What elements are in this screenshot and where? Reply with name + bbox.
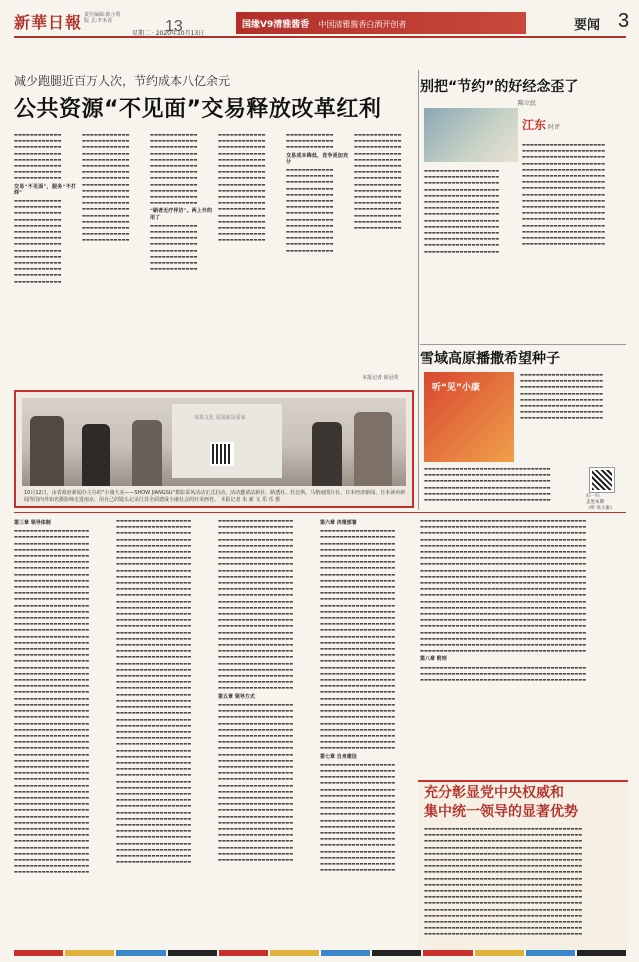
- section-number: 3: [618, 10, 630, 32]
- snow-story-badge: 听“见”小康: [432, 383, 480, 393]
- news-photo-box: [14, 390, 414, 508]
- banner-subtitle: 中国清雅酱香白酒开创者: [318, 20, 407, 29]
- editorial-body: [424, 826, 624, 946]
- snow-column-a: [520, 372, 626, 462]
- banner-title: 国缘V9清雅酱香: [242, 20, 310, 30]
- wall-text: 成果文化 爱国就是爱家: [194, 415, 246, 421]
- lead-kicker: 减少跑腿近百万人次，节约成本八亿余元: [14, 74, 231, 88]
- body-text: ▬▬▬▬▬▬▬▬▬▬▬▬ ▬▬▬▬▬▬▬▬▬▬▬▬ ▬▬▬▬▬▬▬▬▬▬▬▬ ▬▬▬▬▬▬▬▬▬▬▬▬ ▬▬▬▬▬▬▬▬▬▬▬▬ ▬▬▬▬▬▬▬▬▬▬▬▬ ▬▬▬▬▬▬▬▬▬▬▬▬ ▬▬▬▬▬▬▬▬▬▬▬▬: [150, 222, 198, 272]
- lead-headline[interactable]: 公共资源“不见面”交易释放改革红利: [14, 97, 382, 122]
- commentary-photo: [424, 108, 518, 162]
- body-text: ▬▬▬▬▬▬▬▬▬▬▬▬▬▬▬▬▬▬▬▬▬▬▬▬▬▬▬▬▬▬▬▬▬▬▬▬▬▬▬▬▬▬ ▬▬▬▬▬▬▬▬▬▬▬▬▬▬▬▬▬▬▬▬▬▬▬▬▬▬▬▬▬▬▬▬▬▬▬▬▬▬▬▬▬▬ ▬▬▬▬▬▬▬▬▬▬▬▬▬▬▬▬▬▬▬▬▬▬▬▬▬▬▬▬▬▬▬▬▬▬▬▬▬▬▬▬▬▬ ▬▬▬▬▬▬▬▬▬▬▬▬▬▬▬▬▬▬▬▬▬▬▬▬▬▬▬▬▬▬▬▬▬▬▬▬▬▬▬▬▬▬ ▬▬▬▬▬▬▬▬▬▬▬▬▬▬▬▬▬▬▬▬▬▬▬▬▬▬▬▬▬▬▬▬▬▬▬▬▬▬▬▬▬▬ ▬▬▬▬▬▬▬▬▬▬▬▬▬▬▬▬▬▬▬▬▬▬▬▬▬▬▬▬▬▬▬▬▬▬▬▬▬▬▬▬▬▬ ▬▬▬▬▬▬▬▬▬▬▬▬▬▬▬▬▬▬▬▬▬▬▬▬▬▬▬▬▬▬▬▬▬▬▬▬▬▬▬▬▬▬ ▬▬▬▬▬▬▬▬▬▬▬▬▬▬▬▬▬▬▬▬▬▬▬▬▬▬▬▬▬▬▬▬▬▬▬▬▬▬▬▬▬▬ ▬▬▬▬▬▬▬▬▬▬▬▬▬▬▬▬▬▬▬▬▬▬▬▬▬▬▬▬▬▬▬▬▬▬▬▬▬▬▬▬▬▬ ▬▬▬▬▬▬▬▬▬▬▬▬▬▬▬▬▬▬▬▬▬▬▬▬▬▬▬▬▬▬▬▬▬▬▬▬▬▬▬▬▬▬ ▬▬▬▬▬▬▬▬▬▬▬▬▬▬▬▬▬▬▬▬▬▬▬▬▬▬▬▬▬▬▬▬▬▬▬▬▬▬▬▬▬▬ ▬▬▬▬▬▬▬▬▬▬▬▬▬▬▬▬▬▬▬▬▬▬▬▬▬▬▬▬▬▬▬▬▬▬▬▬▬▬▬▬▬▬ ▬▬▬▬▬▬▬▬▬▬▬▬▬▬▬▬▬▬▬▬▬▬▬▬▬▬▬▬▬▬▬▬▬▬▬▬▬▬▬▬▬▬ ▬▬▬▬▬▬▬▬▬▬▬▬▬▬▬▬▬▬▬▬▬▬▬▬▬▬▬▬▬▬▬▬▬▬▬▬▬▬▬▬▬▬ ▬▬▬▬▬▬▬▬▬▬▬▬▬▬▬▬▬▬▬▬▬▬▬▬▬▬▬▬▬▬▬▬▬▬▬▬▬▬▬▬▬▬ ▬▬▬▬▬▬▬▬▬▬▬▬▬▬▬▬▬▬▬▬▬▬▬▬▬▬▬▬▬▬▬▬▬▬▬▬▬▬▬▬▬▬ ▬▬▬▬▬▬▬▬▬▬▬▬▬▬▬▬▬▬▬▬▬▬▬▬▬▬▬▬▬▬▬▬▬▬▬▬▬▬▬▬▬▬ ▬▬▬▬▬▬▬▬▬▬▬▬▬▬▬▬▬▬▬▬▬▬▬▬▬▬▬▬▬▬▬▬▬▬▬▬▬▬▬▬▬▬ ▬▬▬▬▬▬▬▬▬▬▬▬▬▬▬▬▬▬▬▬▬▬▬▬▬▬▬▬▬▬▬▬▬▬▬▬▬▬▬▬▬▬ ▬▬▬▬▬▬▬▬▬▬▬▬▬▬▬▬▬▬▬▬▬▬▬▬▬▬▬▬▬▬▬▬▬▬▬▬▬▬▬▬▬▬ ▬▬▬▬▬▬▬▬▬▬▬▬▬▬▬▬▬▬▬▬▬▬▬▬▬▬▬▬▬▬▬▬▬▬▬▬▬▬▬▬▬▬ ▬▬▬▬▬▬▬▬▬▬▬▬▬▬▬▬▬▬▬▬▬▬▬▬▬▬▬▬▬▬▬▬▬▬▬▬▬▬▬▬▬▬: [420, 518, 587, 654]
- commentary-column-tag: [522, 116, 560, 133]
- body-text: ▬▬▬▬▬▬▬▬▬▬▬▬ ▬▬▬▬▬▬▬▬▬▬▬▬ ▬▬▬▬▬▬▬▬▬▬▬▬ ▬▬▬▬▬▬▬▬▬▬▬▬ ▬▬▬▬▬▬▬▬▬▬▬▬ ▬▬▬▬▬▬▬▬▬▬▬▬ ▬▬▬▬▬▬▬▬▬▬▬▬ ▬▬▬▬▬▬▬▬▬▬▬▬: [14, 132, 62, 181]
- chapter-heading: 第六章 决策部署: [320, 520, 357, 526]
- lead-byline: 本报记者 徐冠英: [362, 375, 399, 381]
- section-divider: [420, 344, 626, 345]
- photographer-figure: [82, 424, 110, 486]
- newspaper-logo: 新華日報: [14, 13, 83, 32]
- body-text: ▬▬▬▬▬▬▬▬▬▬▬▬ ▬▬▬▬▬▬▬▬▬▬▬▬ ▬▬▬▬▬▬▬▬▬▬▬▬ ▬▬▬▬▬▬▬▬▬▬▬▬ ▬▬▬▬▬▬▬▬▬▬▬▬ ▬▬▬▬▬▬▬▬▬▬▬▬ ▬▬▬▬▬▬▬▬▬▬▬▬ ▬▬▬▬▬▬▬▬▬▬▬▬ ▬▬▬▬▬▬▬▬▬▬▬▬ ▬▬▬▬▬▬▬▬▬▬▬▬ ▬▬▬▬▬▬▬▬▬▬▬▬ ▬▬▬▬▬▬▬▬▬▬▬▬ ▬▬▬▬▬▬▬▬▬▬▬▬ ▬▬▬▬▬▬▬▬▬▬▬▬ ▬▬▬▬▬▬▬▬▬▬▬▬ ▬▬▬▬▬▬▬▬▬▬▬▬ ▬▬▬▬▬▬▬▬▬▬▬▬ ▬▬▬▬▬▬▬▬▬▬▬▬: [82, 132, 130, 243]
- lead-column-6: [354, 132, 414, 372]
- body-text: ▬▬▬▬▬▬▬▬▬▬▬▬▬▬▬▬▬▬▬ ▬▬▬▬▬▬▬▬▬▬▬▬▬▬▬▬▬▬▬ ▬▬▬▬▬▬▬▬▬▬▬▬▬▬▬▬▬▬▬ ▬▬▬▬▬▬▬▬▬▬▬▬▬▬▬▬▬▬▬ ▬▬▬▬▬▬▬▬▬▬▬▬▬▬▬▬▬▬▬ ▬▬▬▬▬▬▬▬▬▬▬▬▬▬▬▬▬▬▬ ▬▬▬▬▬▬▬▬▬▬▬▬▬▬▬▬▬▬▬ ▬▬▬▬▬▬▬▬▬▬▬▬▬▬▬▬▬▬▬ ▬▬▬▬▬▬▬▬▬▬▬▬▬▬▬▬▬▬▬ ▬▬▬▬▬▬▬▬▬▬▬▬▬▬▬▬▬▬▬ ▬▬▬▬▬▬▬▬▬▬▬▬▬▬▬▬▬▬▬ ▬▬▬▬▬▬▬▬▬▬▬▬▬▬▬▬▬▬▬ ▬▬▬▬▬▬▬▬▬▬▬▬▬▬▬▬▬▬▬ ▬▬▬▬▬▬▬▬▬▬▬▬▬▬▬▬▬▬▬ ▬▬▬▬▬▬▬▬▬▬▬▬▬▬▬▬▬▬▬ ▬▬▬▬▬▬▬▬▬▬▬▬▬▬▬▬▬▬▬ ▬▬▬▬▬▬▬▬▬▬▬▬▬▬▬▬▬▬▬ ▬▬▬▬▬▬▬▬▬▬▬▬▬▬▬▬▬▬▬ ▬▬▬▬▬▬▬▬▬▬▬▬▬▬▬▬▬▬▬ ▬▬▬▬▬▬▬▬▬▬▬▬▬▬▬▬▬▬▬ ▬▬▬▬▬▬▬▬▬▬▬▬▬▬▬▬▬▬▬ ▬▬▬▬▬▬▬▬▬▬▬▬▬▬▬▬▬▬▬ ▬▬▬▬▬▬▬▬▬▬▬▬▬▬▬▬▬▬▬ ▬▬▬▬▬▬▬▬▬▬▬▬▬▬▬▬▬▬▬ ▬▬▬▬▬▬▬▬▬▬▬▬▬▬▬▬▬▬▬ ▬▬▬▬▬▬▬▬▬▬▬▬▬▬▬▬▬▬▬ ▬▬▬▬▬▬▬▬▬▬▬▬▬▬▬▬▬▬▬ ▬▬▬▬▬▬▬▬▬▬▬▬▬▬▬▬▬▬▬: [218, 518, 294, 691]
- body-text: ▬▬▬▬▬▬▬▬▬▬▬▬▬▬▬▬▬▬▬ ▬▬▬▬▬▬▬▬▬▬▬▬▬▬▬▬▬▬▬ ▬▬▬▬▬▬▬▬▬▬▬▬▬▬▬▬▬▬▬ ▬▬▬▬▬▬▬▬▬▬▬▬▬▬▬▬▬▬▬ ▬▬▬▬▬▬▬▬▬▬▬▬▬▬▬▬▬▬▬ ▬▬▬▬▬▬▬▬▬▬▬▬▬▬▬▬▬▬▬ ▬▬▬▬▬▬▬▬▬▬▬▬▬▬▬▬▬▬▬ ▬▬▬▬▬▬▬▬▬▬▬▬▬▬▬▬▬▬▬ ▬▬▬▬▬▬▬▬▬▬▬▬▬▬▬▬▬▬▬ ▬▬▬▬▬▬▬▬▬▬▬▬▬▬▬▬▬▬▬ ▬▬▬▬▬▬▬▬▬▬▬▬▬▬▬▬▬▬▬ ▬▬▬▬▬▬▬▬▬▬▬▬▬▬▬▬▬▬▬ ▬▬▬▬▬▬▬▬▬▬▬▬▬▬▬▬▬▬▬ ▬▬▬▬▬▬▬▬▬▬▬▬▬▬▬▬▬▬▬: [424, 168, 500, 254]
- column-subhead: 交易成本降低，竞争更加充分: [286, 152, 348, 165]
- body-text: ▬▬▬▬▬▬▬▬▬▬▬▬▬▬▬▬▬▬▬▬▬▬▬▬▬▬▬▬▬▬▬▬▬▬▬▬▬▬▬▬▬▬ ▬▬▬▬▬▬▬▬▬▬▬▬▬▬▬▬▬▬▬▬▬▬▬▬▬▬▬▬▬▬▬▬▬▬▬▬▬▬▬▬▬▬ ▬▬▬▬▬▬▬▬▬▬▬▬▬▬▬▬▬▬▬▬▬▬▬▬▬▬▬▬▬▬▬▬▬▬▬▬▬▬▬▬▬▬: [420, 664, 587, 683]
- body-text: ▬▬▬▬▬▬▬▬▬▬▬▬▬▬▬▬▬▬▬ ▬▬▬▬▬▬▬▬▬▬▬▬▬▬▬▬▬▬▬ ▬▬▬▬▬▬▬▬▬▬▬▬▬▬▬▬▬▬▬ ▬▬▬▬▬▬▬▬▬▬▬▬▬▬▬▬▬▬▬ ▬▬▬▬▬▬▬▬▬▬▬▬▬▬▬▬▬▬▬ ▬▬▬▬▬▬▬▬▬▬▬▬▬▬▬▬▬▬▬ ▬▬▬▬▬▬▬▬▬▬▬▬▬▬▬▬▬▬▬ ▬▬▬▬▬▬▬▬▬▬▬▬▬▬▬▬▬▬▬ ▬▬▬▬▬▬▬▬▬▬▬▬▬▬▬▬▬▬▬ ▬▬▬▬▬▬▬▬▬▬▬▬▬▬▬▬▬▬▬ ▬▬▬▬▬▬▬▬▬▬▬▬▬▬▬▬▬▬▬ ▬▬▬▬▬▬▬▬▬▬▬▬▬▬▬▬▬▬▬ ▬▬▬▬▬▬▬▬▬▬▬▬▬▬▬▬▬▬▬ ▬▬▬▬▬▬▬▬▬▬▬▬▬▬▬▬▬▬▬ ▬▬▬▬▬▬▬▬▬▬▬▬▬▬▬▬▬▬▬ ▬▬▬▬▬▬▬▬▬▬▬▬▬▬▬▬▬▬▬ ▬▬▬▬▬▬▬▬▬▬▬▬▬▬▬▬▬▬▬ ▬▬▬▬▬▬▬▬▬▬▬▬▬▬▬▬▬▬▬ ▬▬▬▬▬▬▬▬▬▬▬▬▬▬▬▬▬▬▬ ▬▬▬▬▬▬▬▬▬▬▬▬▬▬▬▬▬▬▬ ▬▬▬▬▬▬▬▬▬▬▬▬▬▬▬▬▬▬▬ ▬▬▬▬▬▬▬▬▬▬▬▬▬▬▬▬▬▬▬ ▬▬▬▬▬▬▬▬▬▬▬▬▬▬▬▬▬▬▬ ▬▬▬▬▬▬▬▬▬▬▬▬▬▬▬▬▬▬▬ ▬▬▬▬▬▬▬▬▬▬▬▬▬▬▬▬▬▬▬ ▬▬▬▬▬▬▬▬▬▬▬▬▬▬▬▬▬▬▬ ▬▬▬▬▬▬▬▬▬▬▬▬▬▬▬▬▬▬▬ ▬▬▬▬▬▬▬▬▬▬▬▬▬▬▬▬▬▬▬ ▬▬▬▬▬▬▬▬▬▬▬▬▬▬▬▬▬▬▬ ▬▬▬▬▬▬▬▬▬▬▬▬▬▬▬▬▬▬▬ ▬▬▬▬▬▬▬▬▬▬▬▬▬▬▬▬▬▬▬ ▬▬▬▬▬▬▬▬▬▬▬▬▬▬▬▬▬▬▬ ▬▬▬▬▬▬▬▬▬▬▬▬▬▬▬▬▬▬▬ ▬▬▬▬▬▬▬▬▬▬▬▬▬▬▬▬▬▬▬ ▬▬▬▬▬▬▬▬▬▬▬▬▬▬▬▬▬▬▬ ▬▬▬▬▬▬▬▬▬▬▬▬▬▬▬▬▬▬▬ ▬▬▬▬▬▬▬▬▬▬▬▬▬▬▬▬▬▬▬ ▬▬▬▬▬▬▬▬▬▬▬▬▬▬▬▬▬▬▬ ▬▬▬▬▬▬▬▬▬▬▬▬▬▬▬▬▬▬▬ ▬▬▬▬▬▬▬▬▬▬▬▬▬▬▬▬▬▬▬ ▬▬▬▬▬▬▬▬▬▬▬▬▬▬▬▬▬▬▬ ▬▬▬▬▬▬▬▬▬▬▬▬▬▬▬▬▬▬▬ ▬▬▬▬▬▬▬▬▬▬▬▬▬▬▬▬▬▬▬ ▬▬▬▬▬▬▬▬▬▬▬▬▬▬▬▬▬▬▬ ▬▬▬▬▬▬▬▬▬▬▬▬▬▬▬▬▬▬▬ ▬▬▬▬▬▬▬▬▬▬▬▬▬▬▬▬▬▬▬ ▬▬▬▬▬▬▬▬▬▬▬▬▬▬▬▬▬▬▬ ▬▬▬▬▬▬▬▬▬▬▬▬▬▬▬▬▬▬▬ ▬▬▬▬▬▬▬▬▬▬▬▬▬▬▬▬▬▬▬ ▬▬▬▬▬▬▬▬▬▬▬▬▬▬▬▬▬▬▬ ▬▬▬▬▬▬▬▬▬▬▬▬▬▬▬▬▬▬▬ ▬▬▬▬▬▬▬▬▬▬▬▬▬▬▬▬▬▬▬ ▬▬▬▬▬▬▬▬▬▬▬▬▬▬▬▬▬▬▬ ▬▬▬▬▬▬▬▬▬▬▬▬▬▬▬▬▬▬▬ ▬▬▬▬▬▬▬▬▬▬▬▬▬▬▬▬▬▬▬ ▬▬▬▬▬▬▬▬▬▬▬▬▬▬▬▬▬▬▬: [116, 518, 192, 865]
- issue-date: 星期二 · 2020年10月13日: [132, 30, 205, 37]
- lead-column-5: [286, 132, 348, 382]
- section-name: 要闻: [574, 18, 601, 33]
- body-text: ▬▬▬▬▬▬▬▬▬▬▬▬ ▬▬▬▬▬▬▬▬▬▬▬▬ ▬▬▬▬▬▬▬▬▬▬▬▬: [286, 132, 334, 150]
- lead-column-2: [82, 132, 144, 382]
- news-photo[interactable]: [22, 398, 406, 486]
- qr-label-line: 走进本期: [586, 500, 604, 505]
- qr-label-line: 《听·见小康》: [586, 506, 615, 511]
- qr-code-icon[interactable]: [590, 468, 614, 492]
- photographer-figure: [312, 422, 342, 486]
- ad-banner[interactable]: [236, 12, 526, 34]
- regulation-column-4: [320, 518, 414, 946]
- regulation-column-2: [116, 518, 212, 946]
- commentary-column-a: [522, 142, 626, 342]
- editorial-headline[interactable]: [424, 784, 624, 822]
- body-text: ▬▬▬▬▬▬▬▬▬▬▬▬ ▬▬▬▬▬▬▬▬▬▬▬▬ ▬▬▬▬▬▬▬▬▬▬▬▬ ▬▬▬▬▬▬▬▬▬▬▬▬ ▬▬▬▬▬▬▬▬▬▬▬▬ ▬▬▬▬▬▬▬▬▬▬▬▬ ▬▬▬▬▬▬▬▬▬▬▬▬ ▬▬▬▬▬▬▬▬▬▬▬▬ ▬▬▬▬▬▬▬▬▬▬▬▬ ▬▬▬▬▬▬▬▬▬▬▬▬ ▬▬▬▬▬▬▬▬▬▬▬▬ ▬▬▬▬▬▬▬▬▬▬▬▬ ▬▬▬▬▬▬▬▬▬▬▬▬ ▬▬▬▬▬▬▬▬▬▬▬▬: [14, 198, 62, 284]
- chapter-heading: 第三章 领导体制: [14, 520, 51, 526]
- caption-text: 10月12日，由省政府新闻办主办的“小康大美——SHOW JIANGSU”摄影采风活动正式启动。活动邀请法新社、路透社、杜比斯、马格南图片社、日本经济新闻、日本读卖新闻等国内外知名摄影师走进南京，用自己的镜头记录江苏全面建成小康社会的壮美画卷。: [24, 490, 406, 503]
- regulation-column-3: [218, 518, 314, 946]
- chapter-heading: 第七章 自身建设: [320, 753, 357, 760]
- qr-code-icon: [210, 442, 234, 466]
- body-text: ▬▬▬▬▬▬▬▬▬▬▬▬ ▬▬▬▬▬▬▬▬▬▬▬▬ ▬▬▬▬▬▬▬▬▬▬▬▬ ▬▬▬▬▬▬▬▬▬▬▬▬ ▬▬▬▬▬▬▬▬▬▬▬▬ ▬▬▬▬▬▬▬▬▬▬▬▬ ▬▬▬▬▬▬▬▬▬▬▬▬ ▬▬▬▬▬▬▬▬▬▬▬▬ ▬▬▬▬▬▬▬▬▬▬▬▬ ▬▬▬▬▬▬▬▬▬▬▬▬ ▬▬▬▬▬▬▬▬▬▬▬▬ ▬▬▬▬▬▬▬▬▬▬▬▬ ▬▬▬▬▬▬▬▬▬▬▬▬ ▬▬▬▬▬▬▬▬▬▬▬▬ ▬▬▬▬▬▬▬▬▬▬▬▬ ▬▬▬▬▬▬▬▬▬▬▬▬ ▬▬▬▬▬▬▬▬▬▬▬▬ ▬▬▬▬▬▬▬▬▬▬▬▬: [218, 132, 266, 243]
- editor-line: 责任编辑:陈小凯: [84, 12, 121, 18]
- body-text: ▬▬▬▬▬▬▬▬▬▬▬▬▬▬▬▬▬▬▬ ▬▬▬▬▬▬▬▬▬▬▬▬▬▬▬▬▬▬▬ ▬▬▬▬▬▬▬▬▬▬▬▬▬▬▬▬▬▬▬ ▬▬▬▬▬▬▬▬▬▬▬▬▬▬▬▬▬▬▬ ▬▬▬▬▬▬▬▬▬▬▬▬▬▬▬▬▬▬▬ ▬▬▬▬▬▬▬▬▬▬▬▬▬▬▬▬▬▬▬ ▬▬▬▬▬▬▬▬▬▬▬▬▬▬▬▬▬▬▬ ▬▬▬▬▬▬▬▬▬▬▬▬▬▬▬▬▬▬▬ ▬▬▬▬▬▬▬▬▬▬▬▬▬▬▬▬▬▬▬ ▬▬▬▬▬▬▬▬▬▬▬▬▬▬▬▬▬▬▬ ▬▬▬▬▬▬▬▬▬▬▬▬▬▬▬▬▬▬▬ ▬▬▬▬▬▬▬▬▬▬▬▬▬▬▬▬▬▬▬ ▬▬▬▬▬▬▬▬▬▬▬▬▬▬▬▬▬▬▬ ▬▬▬▬▬▬▬▬▬▬▬▬▬▬▬▬▬▬▬ ▬▬▬▬▬▬▬▬▬▬▬▬▬▬▬▬▬▬▬ ▬▬▬▬▬▬▬▬▬▬▬▬▬▬▬▬▬▬▬ ▬▬▬▬▬▬▬▬▬▬▬▬▬▬▬▬▬▬▬ ▬▬▬▬▬▬▬▬▬▬▬▬▬▬▬▬▬▬▬ ▬▬▬▬▬▬▬▬▬▬▬▬▬▬▬▬▬▬▬ ▬▬▬▬▬▬▬▬▬▬▬▬▬▬▬▬▬▬▬ ▬▬▬▬▬▬▬▬▬▬▬▬▬▬▬▬▬▬▬ ▬▬▬▬▬▬▬▬▬▬▬▬▬▬▬▬▬▬▬ ▬▬▬▬▬▬▬▬▬▬▬▬▬▬▬▬▬▬▬ ▬▬▬▬▬▬▬▬▬▬▬▬▬▬▬▬▬▬▬ ▬▬▬▬▬▬▬▬▬▬▬▬▬▬▬▬▬▬▬ ▬▬▬▬▬▬▬▬▬▬▬▬▬▬▬▬▬▬▬ ▬▬▬▬▬▬▬▬▬▬▬▬▬▬▬▬▬▬▬ ▬▬▬▬▬▬▬▬▬▬▬▬▬▬▬▬▬▬▬ ▬▬▬▬▬▬▬▬▬▬▬▬▬▬▬▬▬▬▬ ▬▬▬▬▬▬▬▬▬▬▬▬▬▬▬▬▬▬▬ ▬▬▬▬▬▬▬▬▬▬▬▬▬▬▬▬▬▬▬ ▬▬▬▬▬▬▬▬▬▬▬▬▬▬▬▬▬▬▬ ▬▬▬▬▬▬▬▬▬▬▬▬▬▬▬▬▬▬▬ ▬▬▬▬▬▬▬▬▬▬▬▬▬▬▬▬▬▬▬ ▬▬▬▬▬▬▬▬▬▬▬▬▬▬▬▬▬▬▬ ▬▬▬▬▬▬▬▬▬▬▬▬▬▬▬▬▬▬▬: [320, 528, 396, 751]
- snow-story-headline[interactable]: 雪域高原播撒希望种子: [420, 351, 560, 367]
- column-tag-sub: 时评: [548, 124, 561, 131]
- layout-line: 版 式:李禾香: [84, 18, 113, 24]
- body-text: ▬▬▬▬▬▬▬▬▬▬▬▬▬▬▬▬▬▬▬ ▬▬▬▬▬▬▬▬▬▬▬▬▬▬▬▬▬▬▬ ▬▬▬▬▬▬▬▬▬▬▬▬▬▬▬▬▬▬▬ ▬▬▬▬▬▬▬▬▬▬▬▬▬▬▬▬▬▬▬ ▬▬▬▬▬▬▬▬▬▬▬▬▬▬▬▬▬▬▬ ▬▬▬▬▬▬▬▬▬▬▬▬▬▬▬▬▬▬▬ ▬▬▬▬▬▬▬▬▬▬▬▬▬▬▬▬▬▬▬ ▬▬▬▬▬▬▬▬▬▬▬▬▬▬▬▬▬▬▬ ▬▬▬▬▬▬▬▬▬▬▬▬▬▬▬▬▬▬▬ ▬▬▬▬▬▬▬▬▬▬▬▬▬▬▬▬▬▬▬ ▬▬▬▬▬▬▬▬▬▬▬▬▬▬▬▬▬▬▬ ▬▬▬▬▬▬▬▬▬▬▬▬▬▬▬▬▬▬▬ ▬▬▬▬▬▬▬▬▬▬▬▬▬▬▬▬▬▬▬ ▬▬▬▬▬▬▬▬▬▬▬▬▬▬▬▬▬▬▬ ▬▬▬▬▬▬▬▬▬▬▬▬▬▬▬▬▬▬▬ ▬▬▬▬▬▬▬▬▬▬▬▬▬▬▬▬▬▬▬ ▬▬▬▬▬▬▬▬▬▬▬▬▬▬▬▬▬▬▬ ▬▬▬▬▬▬▬▬▬▬▬▬▬▬▬▬▬▬▬: [320, 761, 396, 873]
- body-text: ▬▬▬▬▬▬▬▬▬▬▬▬▬▬▬▬▬▬▬ ▬▬▬▬▬▬▬▬▬▬▬▬▬▬▬▬▬▬▬ ▬▬▬▬▬▬▬▬▬▬▬▬▬▬▬▬▬▬▬ ▬▬▬▬▬▬▬▬▬▬▬▬▬▬▬▬▬▬▬ ▬▬▬▬▬▬▬▬▬▬▬▬▬▬▬▬▬▬▬ ▬▬▬▬▬▬▬▬▬▬▬▬▬▬▬▬▬▬▬ ▬▬▬▬▬▬▬▬▬▬▬▬▬▬▬▬▬▬▬ ▬▬▬▬▬▬▬▬▬▬▬▬▬▬▬▬▬▬▬ ▬▬▬▬▬▬▬▬▬▬▬▬▬▬▬▬▬▬▬ ▬▬▬▬▬▬▬▬▬▬▬▬▬▬▬▬▬▬▬ ▬▬▬▬▬▬▬▬▬▬▬▬▬▬▬▬▬▬▬ ▬▬▬▬▬▬▬▬▬▬▬▬▬▬▬▬▬▬▬ ▬▬▬▬▬▬▬▬▬▬▬▬▬▬▬▬▬▬▬ ▬▬▬▬▬▬▬▬▬▬▬▬▬▬▬▬▬▬▬ ▬▬▬▬▬▬▬▬▬▬▬▬▬▬▬▬▬▬▬ ▬▬▬▬▬▬▬▬▬▬▬▬▬▬▬▬▬▬▬ ▬▬▬▬▬▬▬▬▬▬▬▬▬▬▬▬▬▬▬ ▬▬▬▬▬▬▬▬▬▬▬▬▬▬▬▬▬▬▬ ▬▬▬▬▬▬▬▬▬▬▬▬▬▬▬▬▬▬▬ ▬▬▬▬▬▬▬▬▬▬▬▬▬▬▬▬▬▬▬ ▬▬▬▬▬▬▬▬▬▬▬▬▬▬▬▬▬▬▬ ▬▬▬▬▬▬▬▬▬▬▬▬▬▬▬▬▬▬▬ ▬▬▬▬▬▬▬▬▬▬▬▬▬▬▬▬▬▬▬ ▬▬▬▬▬▬▬▬▬▬▬▬▬▬▬▬▬▬▬ ▬▬▬▬▬▬▬▬▬▬▬▬▬▬▬▬▬▬▬ ▬▬▬▬▬▬▬▬▬▬▬▬▬▬▬▬▬▬▬ ▬▬▬▬▬▬▬▬▬▬▬▬▬▬▬▬▬▬▬ ▬▬▬▬▬▬▬▬▬▬▬▬▬▬▬▬▬▬▬ ▬▬▬▬▬▬▬▬▬▬▬▬▬▬▬▬▬▬▬ ▬▬▬▬▬▬▬▬▬▬▬▬▬▬▬▬▬▬▬ ▬▬▬▬▬▬▬▬▬▬▬▬▬▬▬▬▬▬▬ ▬▬▬▬▬▬▬▬▬▬▬▬▬▬▬▬▬▬▬ ▬▬▬▬▬▬▬▬▬▬▬▬▬▬▬▬▬▬▬ ▬▬▬▬▬▬▬▬▬▬▬▬▬▬▬▬▬▬▬ ▬▬▬▬▬▬▬▬▬▬▬▬▬▬▬▬▬▬▬ ▬▬▬▬▬▬▬▬▬▬▬▬▬▬▬▬▬▬▬ ▬▬▬▬▬▬▬▬▬▬▬▬▬▬▬▬▬▬▬ ▬▬▬▬▬▬▬▬▬▬▬▬▬▬▬▬▬▬▬ ▬▬▬▬▬▬▬▬▬▬▬▬▬▬▬▬▬▬▬ ▬▬▬▬▬▬▬▬▬▬▬▬▬▬▬▬▬▬▬ ▬▬▬▬▬▬▬▬▬▬▬▬▬▬▬▬▬▬▬ ▬▬▬▬▬▬▬▬▬▬▬▬▬▬▬▬▬▬▬ ▬▬▬▬▬▬▬▬▬▬▬▬▬▬▬▬▬▬▬ ▬▬▬▬▬▬▬▬▬▬▬▬▬▬▬▬▬▬▬ ▬▬▬▬▬▬▬▬▬▬▬▬▬▬▬▬▬▬▬ ▬▬▬▬▬▬▬▬▬▬▬▬▬▬▬▬▬▬▬ ▬▬▬▬▬▬▬▬▬▬▬▬▬▬▬▬▬▬▬ ▬▬▬▬▬▬▬▬▬▬▬▬▬▬▬▬▬▬▬ ▬▬▬▬▬▬▬▬▬▬▬▬▬▬▬▬▬▬▬ ▬▬▬▬▬▬▬▬▬▬▬▬▬▬▬▬▬▬▬ ▬▬▬▬▬▬▬▬▬▬▬▬▬▬▬▬▬▬▬ ▬▬▬▬▬▬▬▬▬▬▬▬▬▬▬▬▬▬▬ ▬▬▬▬▬▬▬▬▬▬▬▬▬▬▬▬▬▬▬ ▬▬▬▬▬▬▬▬▬▬▬▬▬▬▬▬▬▬▬ ▬▬▬▬▬▬▬▬▬▬▬▬▬▬▬▬▬▬▬ ▬▬▬▬▬▬▬▬▬▬▬▬▬▬▬▬▬▬▬: [14, 528, 90, 875]
- masthead: [14, 8, 630, 38]
- photographer-figure: [354, 412, 392, 486]
- column-subhead: 交易“不见面”，服务“不打烊”: [14, 183, 76, 196]
- body-text: ▬▬▬▬▬▬▬▬▬▬▬▬ ▬▬▬▬▬▬▬▬▬▬▬▬ ▬▬▬▬▬▬▬▬▬▬▬▬ ▬▬▬▬▬▬▬▬▬▬▬▬ ▬▬▬▬▬▬▬▬▬▬▬▬ ▬▬▬▬▬▬▬▬▬▬▬▬ ▬▬▬▬▬▬▬▬▬▬▬▬ ▬▬▬▬▬▬▬▬▬▬▬▬ ▬▬▬▬▬▬▬▬▬▬▬▬ ▬▬▬▬▬▬▬▬▬▬▬▬ ▬▬▬▬▬▬▬▬▬▬▬▬ ▬▬▬▬▬▬▬▬▬▬▬▬: [150, 132, 198, 206]
- photographer-figure: [132, 420, 162, 486]
- body-text: ▬▬▬▬▬▬▬▬▬▬▬▬▬▬▬▬▬▬▬▬▬▬▬▬▬▬▬▬▬▬▬▬ ▬▬▬▬▬▬▬▬▬▬▬▬▬▬▬▬▬▬▬▬▬▬▬▬▬▬▬▬▬▬▬▬ ▬▬▬▬▬▬▬▬▬▬▬▬▬▬▬▬▬▬▬▬▬▬▬▬▬▬▬▬▬▬▬▬ ▬▬▬▬▬▬▬▬▬▬▬▬▬▬▬▬▬▬▬▬▬▬▬▬▬▬▬▬▬▬▬▬ ▬▬▬▬▬▬▬▬▬▬▬▬▬▬▬▬▬▬▬▬▬▬▬▬▬▬▬▬▬▬▬▬ ▬▬▬▬▬▬▬▬▬▬▬▬▬▬▬▬▬▬▬▬▬▬▬▬▬▬▬▬▬▬▬▬: [424, 466, 551, 503]
- commentary-author: 陈立民: [518, 100, 537, 107]
- chapter-heading: 第八章 附则: [420, 656, 447, 663]
- section-divider: [14, 512, 626, 513]
- lead-column-1: [14, 132, 76, 382]
- column-tag-main: 江东: [522, 118, 547, 132]
- editorial-headline-line: 集中统一领导的显著优势: [424, 804, 578, 820]
- regulation-column-5: [420, 518, 626, 774]
- caption-credit: 本报记者 朱 新 文 乐 乐 摄: [220, 496, 281, 503]
- commentary-headline[interactable]: 别把“节约”的好经念歪了: [420, 79, 579, 95]
- qr-code-label: [586, 494, 614, 512]
- body-text: ▬▬▬▬▬▬▬▬▬▬▬▬▬▬▬▬▬▬▬▬▬▬▬▬▬▬▬▬▬▬▬▬▬▬▬▬▬▬▬▬ ▬▬▬▬▬▬▬▬▬▬▬▬▬▬▬▬▬▬▬▬▬▬▬▬▬▬▬▬▬▬▬▬▬▬▬▬▬▬▬▬ ▬▬▬▬▬▬▬▬▬▬▬▬▬▬▬▬▬▬▬▬▬▬▬▬▬▬▬▬▬▬▬▬▬▬▬▬▬▬▬▬ ▬▬▬▬▬▬▬▬▬▬▬▬▬▬▬▬▬▬▬▬▬▬▬▬▬▬▬▬▬▬▬▬▬▬▬▬▬▬▬▬ ▬▬▬▬▬▬▬▬▬▬▬▬▬▬▬▬▬▬▬▬▬▬▬▬▬▬▬▬▬▬▬▬▬▬▬▬▬▬▬▬ ▬▬▬▬▬▬▬▬▬▬▬▬▬▬▬▬▬▬▬▬▬▬▬▬▬▬▬▬▬▬▬▬▬▬▬▬▬▬▬▬ ▬▬▬▬▬▬▬▬▬▬▬▬▬▬▬▬▬▬▬▬▬▬▬▬▬▬▬▬▬▬▬▬▬▬▬▬▬▬▬▬ ▬▬▬▬▬▬▬▬▬▬▬▬▬▬▬▬▬▬▬▬▬▬▬▬▬▬▬▬▬▬▬▬▬▬▬▬▬▬▬▬ ▬▬▬▬▬▬▬▬▬▬▬▬▬▬▬▬▬▬▬▬▬▬▬▬▬▬▬▬▬▬▬▬▬▬▬▬▬▬▬▬ ▬▬▬▬▬▬▬▬▬▬▬▬▬▬▬▬▬▬▬▬▬▬▬▬▬▬▬▬▬▬▬▬▬▬▬▬▬▬▬▬ ▬▬▬▬▬▬▬▬▬▬▬▬▬▬▬▬▬▬▬▬▬▬▬▬▬▬▬▬▬▬▬▬▬▬▬▬▬▬▬▬ ▬▬▬▬▬▬▬▬▬▬▬▬▬▬▬▬▬▬▬▬▬▬▬▬▬▬▬▬▬▬▬▬▬▬▬▬▬▬▬▬ ▬▬▬▬▬▬▬▬▬▬▬▬▬▬▬▬▬▬▬▬▬▬▬▬▬▬▬▬▬▬▬▬▬▬▬▬▬▬▬▬ ▬▬▬▬▬▬▬▬▬▬▬▬▬▬▬▬▬▬▬▬▬▬▬▬▬▬▬▬▬▬▬▬▬▬▬▬▬▬▬▬ ▬▬▬▬▬▬▬▬▬▬▬▬▬▬▬▬▬▬▬▬▬▬▬▬▬▬▬▬▬▬▬▬▬▬▬▬▬▬▬▬ ▬▬▬▬▬▬▬▬▬▬▬▬▬▬▬▬▬▬▬▬▬▬▬▬▬▬▬▬▬▬▬▬▬▬▬▬▬▬▬▬ ▬▬▬▬▬▬▬▬▬▬▬▬▬▬▬▬▬▬▬▬▬▬▬▬▬▬▬▬▬▬▬▬▬▬▬▬▬▬▬▬ ▬▬▬▬▬▬▬▬▬▬▬▬▬▬▬▬▬▬▬▬▬▬▬▬▬▬▬▬▬▬▬▬▬▬▬▬▬▬▬▬: [424, 826, 583, 937]
- chapter-heading: 第五章 领导方式: [218, 693, 255, 700]
- editor-meta: [84, 12, 121, 24]
- column-divider: [418, 70, 419, 510]
- body-text: ▬▬▬▬▬▬▬▬▬▬▬▬ ▬▬▬▬▬▬▬▬▬▬▬▬ ▬▬▬▬▬▬▬▬▬▬▬▬ ▬▬▬▬▬▬▬▬▬▬▬▬ ▬▬▬▬▬▬▬▬▬▬▬▬ ▬▬▬▬▬▬▬▬▬▬▬▬ ▬▬▬▬▬▬▬▬▬▬▬▬ ▬▬▬▬▬▬▬▬▬▬▬▬ ▬▬▬▬▬▬▬▬▬▬▬▬ ▬▬▬▬▬▬▬▬▬▬▬▬ ▬▬▬▬▬▬▬▬▬▬▬▬ ▬▬▬▬▬▬▬▬▬▬▬▬ ▬▬▬▬▬▬▬▬▬▬▬▬ ▬▬▬▬▬▬▬▬▬▬▬▬ ▬▬▬▬▬▬▬▬▬▬▬▬ ▬▬▬▬▬▬▬▬▬▬▬▬: [354, 132, 402, 231]
- snow-column-b: [424, 466, 580, 512]
- lead-column-4: [218, 132, 280, 382]
- qr-label-line: 扫一扫: [586, 494, 600, 499]
- lead-column-3: [150, 132, 212, 382]
- photographer-figure: [30, 416, 64, 486]
- page-number: 13: [165, 18, 183, 35]
- print-color-strip: [14, 950, 626, 956]
- commentary-column-b: [424, 168, 518, 342]
- regulation-column-1: [14, 518, 110, 946]
- body-text: ▬▬▬▬▬▬▬▬▬▬▬▬▬▬▬▬▬▬▬ ▬▬▬▬▬▬▬▬▬▬▬▬▬▬▬▬▬▬▬ ▬▬▬▬▬▬▬▬▬▬▬▬▬▬▬▬▬▬▬ ▬▬▬▬▬▬▬▬▬▬▬▬▬▬▬▬▬▬▬ ▬▬▬▬▬▬▬▬▬▬▬▬▬▬▬▬▬▬▬ ▬▬▬▬▬▬▬▬▬▬▬▬▬▬▬▬▬▬▬ ▬▬▬▬▬▬▬▬▬▬▬▬▬▬▬▬▬▬▬ ▬▬▬▬▬▬▬▬▬▬▬▬▬▬▬▬▬▬▬ ▬▬▬▬▬▬▬▬▬▬▬▬▬▬▬▬▬▬▬ ▬▬▬▬▬▬▬▬▬▬▬▬▬▬▬▬▬▬▬ ▬▬▬▬▬▬▬▬▬▬▬▬▬▬▬▬▬▬▬ ▬▬▬▬▬▬▬▬▬▬▬▬▬▬▬▬▬▬▬ ▬▬▬▬▬▬▬▬▬▬▬▬▬▬▬▬▬▬▬ ▬▬▬▬▬▬▬▬▬▬▬▬▬▬▬▬▬▬▬ ▬▬▬▬▬▬▬▬▬▬▬▬▬▬▬▬▬▬▬ ▬▬▬▬▬▬▬▬▬▬▬▬▬▬▬▬▬▬▬ ▬▬▬▬▬▬▬▬▬▬▬▬▬▬▬▬▬▬▬ ▬▬▬▬▬▬▬▬▬▬▬▬▬▬▬▬▬▬▬ ▬▬▬▬▬▬▬▬▬▬▬▬▬▬▬▬▬▬▬ ▬▬▬▬▬▬▬▬▬▬▬▬▬▬▬▬▬▬▬ ▬▬▬▬▬▬▬▬▬▬▬▬▬▬▬▬▬▬▬ ▬▬▬▬▬▬▬▬▬▬▬▬▬▬▬▬▬▬▬ ▬▬▬▬▬▬▬▬▬▬▬▬▬▬▬▬▬▬▬ ▬▬▬▬▬▬▬▬▬▬▬▬▬▬▬▬▬▬▬ ▬▬▬▬▬▬▬▬▬▬▬▬▬▬▬▬▬▬▬ ▬▬▬▬▬▬▬▬▬▬▬▬▬▬▬▬▬▬▬: [218, 701, 294, 862]
- body-text: ▬▬▬▬▬▬▬▬▬▬▬▬▬▬▬▬▬▬▬▬▬ ▬▬▬▬▬▬▬▬▬▬▬▬▬▬▬▬▬▬▬▬▬ ▬▬▬▬▬▬▬▬▬▬▬▬▬▬▬▬▬▬▬▬▬ ▬▬▬▬▬▬▬▬▬▬▬▬▬▬▬▬▬▬▬▬▬ ▬▬▬▬▬▬▬▬▬▬▬▬▬▬▬▬▬▬▬▬▬ ▬▬▬▬▬▬▬▬▬▬▬▬▬▬▬▬▬▬▬▬▬ ▬▬▬▬▬▬▬▬▬▬▬▬▬▬▬▬▬▬▬▬▬ ▬▬▬▬▬▬▬▬▬▬▬▬▬▬▬▬▬▬▬▬▬: [520, 372, 604, 421]
- photo-caption: [24, 490, 408, 503]
- column-subhead: “刷者无疗伴访”。两上开的用了: [150, 208, 212, 221]
- body-text: ▬▬▬▬▬▬▬▬▬▬▬▬ ▬▬▬▬▬▬▬▬▬▬▬▬ ▬▬▬▬▬▬▬▬▬▬▬▬ ▬▬▬▬▬▬▬▬▬▬▬▬ ▬▬▬▬▬▬▬▬▬▬▬▬ ▬▬▬▬▬▬▬▬▬▬▬▬ ▬▬▬▬▬▬▬▬▬▬▬▬ ▬▬▬▬▬▬▬▬▬▬▬▬ ▬▬▬▬▬▬▬▬▬▬▬▬ ▬▬▬▬▬▬▬▬▬▬▬▬ ▬▬▬▬▬▬▬▬▬▬▬▬ ▬▬▬▬▬▬▬▬▬▬▬▬ ▬▬▬▬▬▬▬▬▬▬▬▬ ▬▬▬▬▬▬▬▬▬▬▬▬: [286, 167, 334, 253]
- body-text: ▬▬▬▬▬▬▬▬▬▬▬▬▬▬▬▬▬▬▬▬▬ ▬▬▬▬▬▬▬▬▬▬▬▬▬▬▬▬▬▬▬▬▬ ▬▬▬▬▬▬▬▬▬▬▬▬▬▬▬▬▬▬▬▬▬ ▬▬▬▬▬▬▬▬▬▬▬▬▬▬▬▬▬▬▬▬▬ ▬▬▬▬▬▬▬▬▬▬▬▬▬▬▬▬▬▬▬▬▬ ▬▬▬▬▬▬▬▬▬▬▬▬▬▬▬▬▬▬▬▬▬ ▬▬▬▬▬▬▬▬▬▬▬▬▬▬▬▬▬▬▬▬▬ ▬▬▬▬▬▬▬▬▬▬▬▬▬▬▬▬▬▬▬▬▬ ▬▬▬▬▬▬▬▬▬▬▬▬▬▬▬▬▬▬▬▬▬ ▬▬▬▬▬▬▬▬▬▬▬▬▬▬▬▬▬▬▬▬▬ ▬▬▬▬▬▬▬▬▬▬▬▬▬▬▬▬▬▬▬▬▬ ▬▬▬▬▬▬▬▬▬▬▬▬▬▬▬▬▬▬▬▬▬ ▬▬▬▬▬▬▬▬▬▬▬▬▬▬▬▬▬▬▬▬▬ ▬▬▬▬▬▬▬▬▬▬▬▬▬▬▬▬▬▬▬▬▬ ▬▬▬▬▬▬▬▬▬▬▬▬▬▬▬▬▬▬▬▬▬ ▬▬▬▬▬▬▬▬▬▬▬▬▬▬▬▬▬▬▬▬▬ ▬▬▬▬▬▬▬▬▬▬▬▬▬▬▬▬▬▬▬▬▬: [522, 142, 606, 247]
- editorial-headline-line: 充分彰显党中央权威和: [424, 785, 564, 801]
